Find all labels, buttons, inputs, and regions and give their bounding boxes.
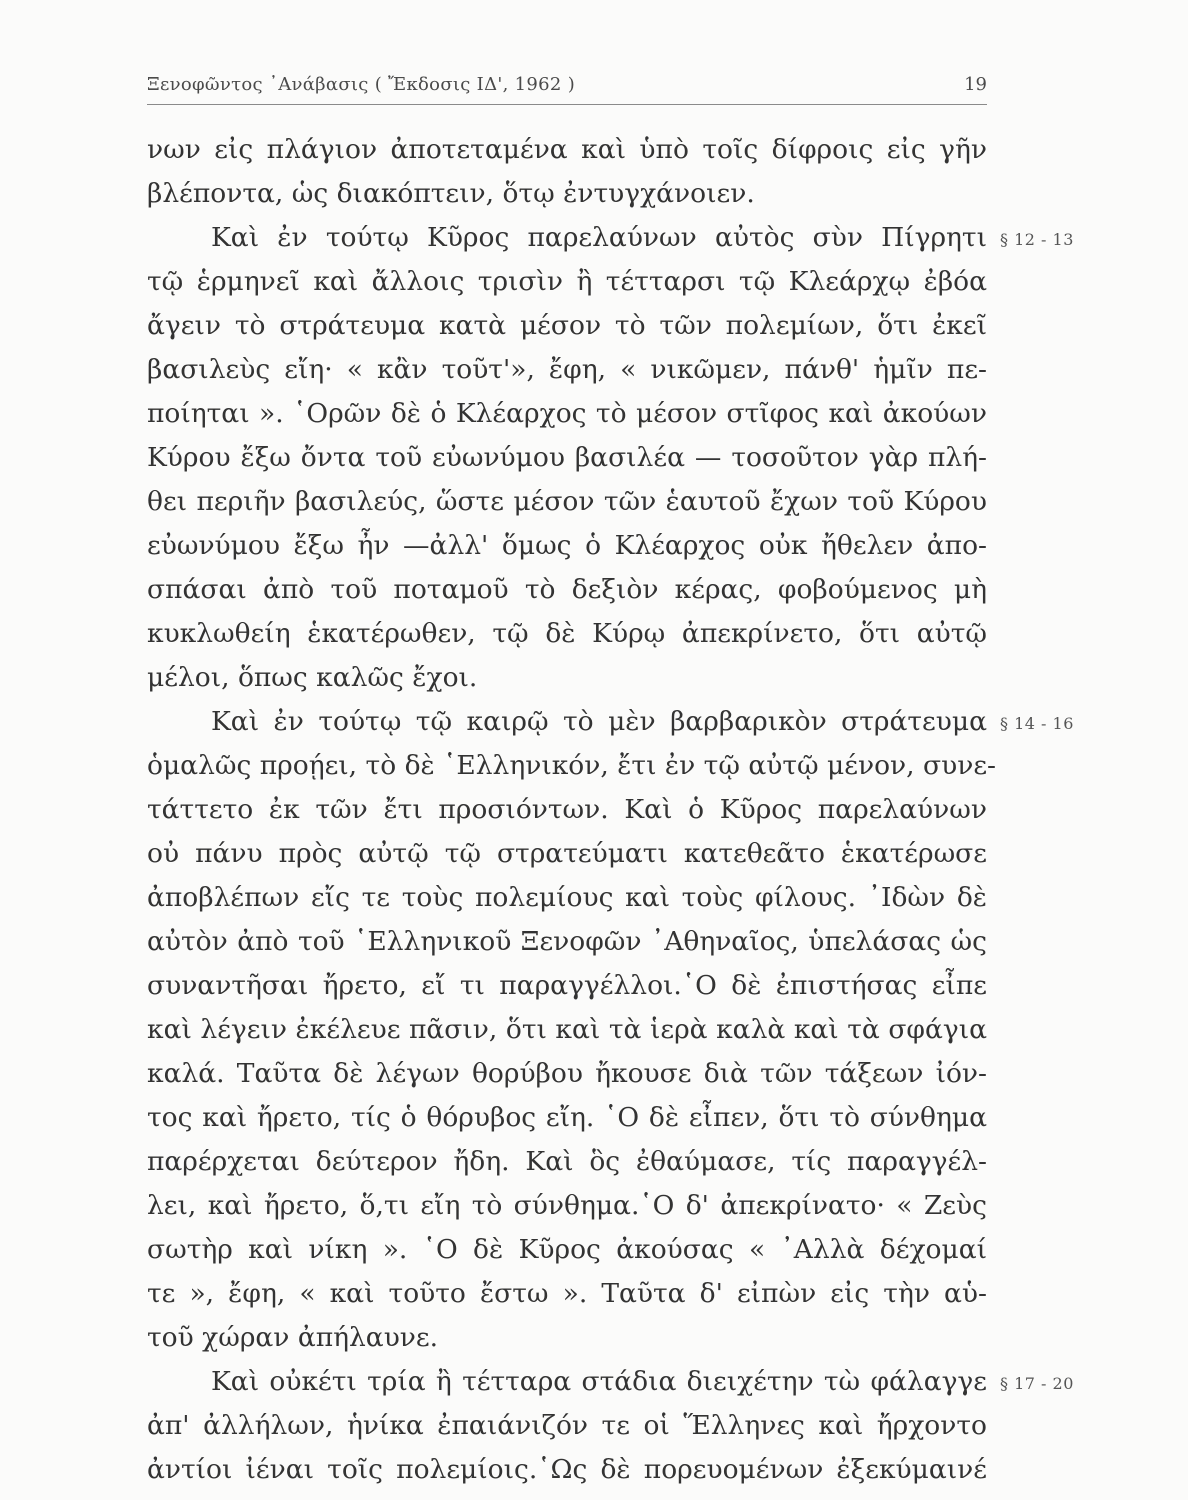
text-line: τος καὶ ἤρετο, τίς ὁ θόρυβος εἴη. ῾Ο δὲ εἶπεν, ὅτι τὸ σύνθημα: [147, 1102, 987, 1133]
text-line: καλά. Ταῦτα δὲ λέγων θορύβου ἤκουσε διὰ τῶν τάξεων ἰόν-: [147, 1058, 987, 1089]
paragraph-start-line: Καὶ οὐκέτι τρία ἢ τέτταρα στάδια διειχέτην τὼ φάλαγγε: [211, 1366, 987, 1397]
text-line: οὐ πάνυ πρὸς αὐτῷ τῷ στρατεύματι κατεθεᾶτο ἑκατέρωσε: [147, 838, 987, 869]
text-line: ποίηται ». ῾Ορῶν δὲ ὁ Κλέαρχος τὸ μέσον στῖφος καὶ ἀκούων: [147, 398, 987, 429]
section-margin-note: § 17 - 20: [1000, 1374, 1074, 1393]
text-line: τῷ ἑρμηνεῖ καὶ ἄλλοις τρισὶν ἢ τέτταρσι τῷ Κλεάρχῳ ἐβόα: [147, 266, 987, 297]
text-line: ἄγειν τὸ στράτευμα κατὰ μέσον τὸ τῶν πολεμίων, ὅτι ἐκεῖ: [147, 310, 987, 341]
section-margin-note: § 14 - 16: [1000, 714, 1074, 733]
text-line: κυκλωθείη ἑκατέρωθεν, τῷ δὲ Κύρῳ ἀπεκρίνετο, ὅτι αὐτῷ: [147, 618, 987, 649]
text-line: βασιλεὺς εἴη· « κἂν τοῦτ'», ἔφη, « νικῶμεν, πάνθ' ἡμῖν πε-: [147, 354, 987, 385]
paragraph-start-line: Καὶ ἐν τούτῳ τῷ καιρῷ τὸ μὲν βαρβαρικὸν στράτευμα: [211, 706, 987, 737]
text-line: νων εἰς πλάγιον ἀποτεταμένα καὶ ὑπὸ τοῖς δίφροις εἰς γῆν: [147, 134, 987, 165]
running-header: [147, 74, 987, 102]
text-line: βλέποντα, ὡς διακόπτειν, ὅτῳ ἐντυγχάνοιεν.: [147, 178, 755, 209]
text-line: ἀντίοι ἰέναι τοῖς πολεμίοις.῾Ως δὲ πορευομένων ἐξεκύμαινέ: [147, 1454, 987, 1485]
text-line: τάττετο ἐκ τῶν ἔτι προσιόντων. Καὶ ὁ Κῦρος παρελαύνων: [147, 794, 987, 825]
text-line: εὐωνύμου ἔξω ἦν —ἀλλ' ὅμως ὁ Κλέαρχος οὐκ ἤθελεν ἀπο-: [147, 530, 987, 561]
text-line: αὐτὸν ἀπὸ τοῦ ῾Ελληνικοῦ Ξενοφῶν ᾿Αθηναῖος, ὑπελάσας ὡς: [147, 926, 987, 957]
text-line: ὁμαλῶς προῄει, τὸ δὲ ῾Ελληνικόν, ἔτι ἐν τῷ αὐτῷ μένον, συνε-: [147, 750, 997, 781]
text-line: Κύρου ἔξω ὄντα τοῦ εὐωνύμου βασιλέα — τοσοῦτον γὰρ πλή-: [147, 442, 987, 473]
text-line: μέλοι, ὅπως καλῶς ἔχοι.: [147, 662, 478, 693]
running-title: Ξενοφῶντος ᾿Ανάβασις ( Ἔκδοσις ΙΔ', 1962 ): [147, 74, 576, 95]
paragraph-start-line: Καὶ ἐν τούτῳ Κῦρος παρελαύνων αὐτὸς σὺν Πίγρητι: [211, 222, 987, 253]
section-margin-note: § 12 - 13: [1000, 230, 1074, 249]
text-line: ἀποβλέπων εἴς τε τοὺς πολεμίους καὶ τοὺς φίλους. ᾿Ιδὼν δὲ: [147, 882, 987, 913]
text-line: σπάσαι ἀπὸ τοῦ ποταμοῦ τὸ δεξιὸν κέρας, φοβούμενος μὴ: [147, 574, 987, 605]
text-line: ἀπ' ἀλλήλων, ἡνίκα ἐπαιάνιζόν τε οἱ Ἕλληνες καὶ ἤρχοντο: [147, 1410, 987, 1441]
page-number: 19: [964, 74, 987, 95]
text-line: σωτὴρ καὶ νίκη ». ῾Ο δὲ Κῦρος ἀκούσας « ᾿Αλλὰ δέχομαί: [147, 1234, 987, 1265]
text-line: θει περιῆν βασιλεύς, ὥστε μέσον τῶν ἑαυτοῦ ἔχων τοῦ Κύρου: [147, 486, 987, 517]
text-line: καὶ λέγειν ἐκέλευε πᾶσιν, ὅτι καὶ τὰ ἱερὰ καλὰ καὶ τὰ σφάγια: [147, 1014, 987, 1045]
text-line: συναντῆσαι ἤρετο, εἴ τι παραγγέλλοι.῾Ο δὲ ἐπιστήσας εἶπε: [147, 970, 987, 1001]
text-line: λει, καὶ ἤρετο, ὅ,τι εἴη τὸ σύνθημα.῾Ο δ' ἀπεκρίνατο· « Ζεὺς: [147, 1190, 987, 1221]
header-rule: [147, 104, 987, 105]
text-line: τοῦ χώραν ἀπήλαυνε.: [147, 1322, 439, 1353]
text-line: παρέρχεται δεύτερον ἤδη. Καὶ ὃς ἐθαύμασε, τίς παραγγέλ-: [147, 1146, 987, 1177]
text-line: τε », ἔφη, « καὶ τοῦτο ἔστω ». Ταῦτα δ' εἰπὼν εἰς τὴν αὑ-: [147, 1278, 987, 1309]
